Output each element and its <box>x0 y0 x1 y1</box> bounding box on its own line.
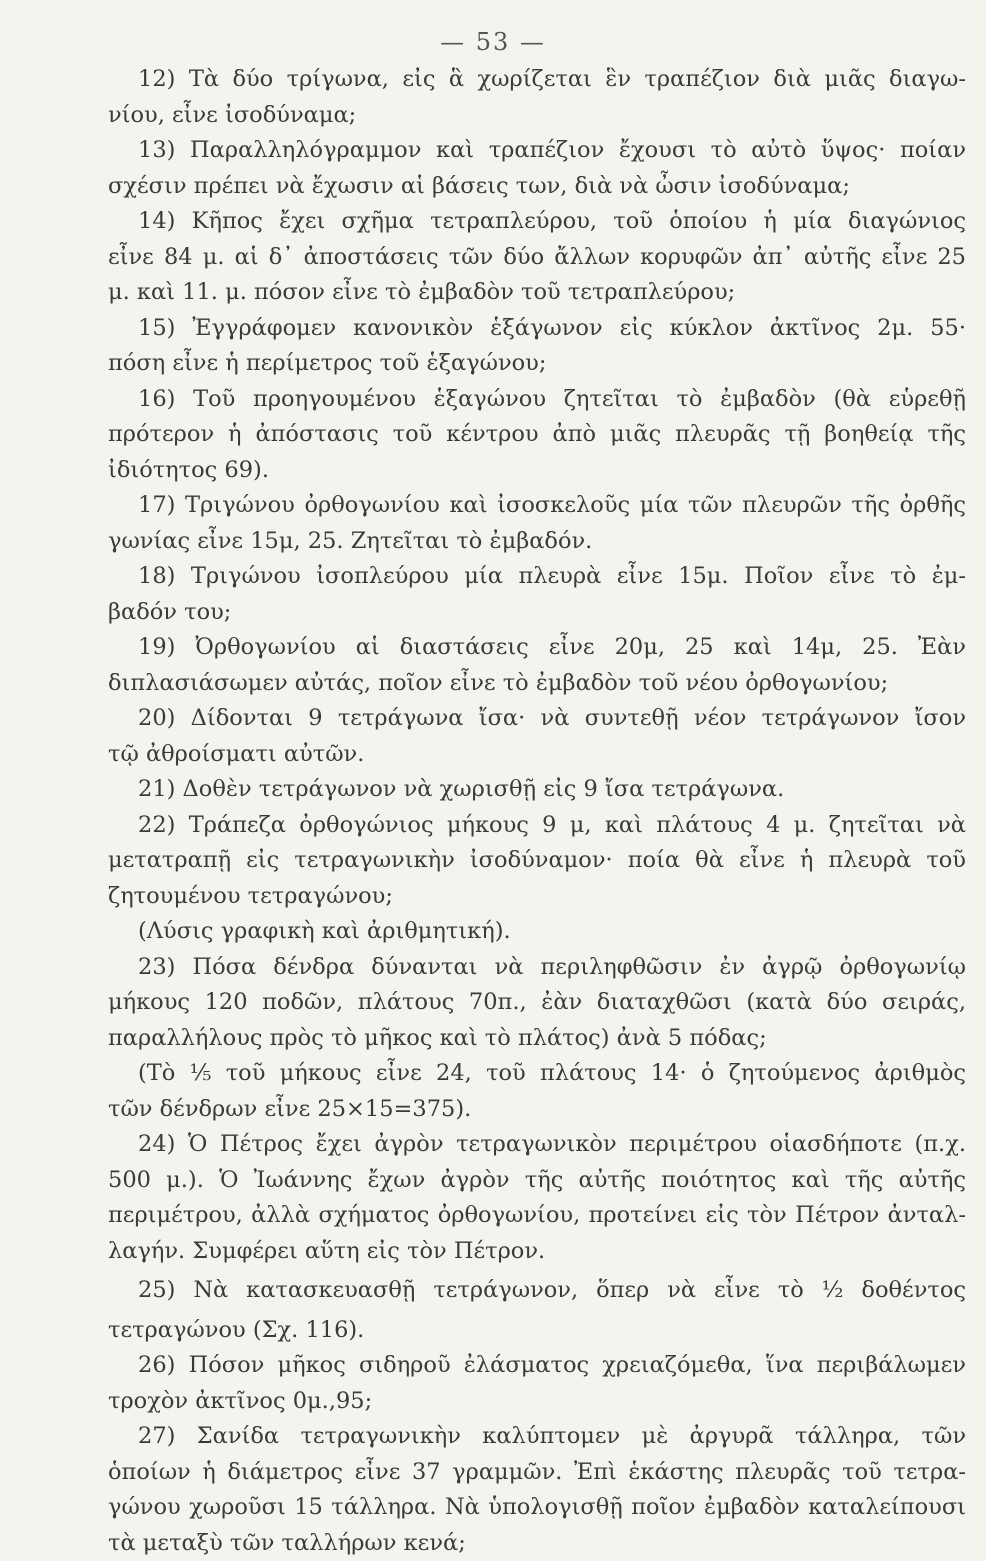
text-line: 14) Κῆπος ἔχει σχῆμα τετραπλεύρου, τοῦ ὁποίου ἡ μία διαγώνιος <box>108 204 966 240</box>
text-line: σχέσιν πρέπει νὰ ἔχωσιν αἱ βάσεις των, διὰ νὰ ὦσιν ἰσοδύναμα; <box>108 169 966 205</box>
text-line: ἰδιότητος 69). <box>108 453 966 489</box>
text-line: διπλασιάσωμεν αὐτάς, ποῖον εἶνε τὸ ἐμβαδὸν τοῦ νέου ὀρθογωνίου; <box>108 666 966 702</box>
text-line: ζητουμένου τετραγώνου; <box>108 879 966 915</box>
text-line: (Τὸ ⅕ τοῦ μήκους εἶνε 24, τοῦ πλάτους 14· ὁ ζητούμενος ἀριθμὸς <box>108 1056 966 1092</box>
text-line: 500 μ.). Ὁ Ἰωάννης ἔχων ἀγρὸν τῆς αὐτῆς ποιότητος καὶ τῆς αὐτῆς <box>108 1163 966 1199</box>
text-line: πόση εἶνε ἡ περίμετρος τοῦ ἑξαγώνου; <box>108 346 966 382</box>
text-line: 17) Τριγώνου ὀρθογωνίου καὶ ἰσοσκελοῦς μία τῶν πλευρῶν τῆς ὀρθῆς <box>108 488 966 524</box>
text-line: λαγήν. Συμφέρει αὕτη εἰς τὸν Πέτρον. <box>108 1234 966 1270</box>
text-line: πρότερον ἡ ἀπόστασις τοῦ κέντρου ἀπὸ μιᾶς πλευρᾶς τῇ βοηθείᾳ τῆς <box>108 417 966 453</box>
page-number: — 53 — <box>0 28 986 56</box>
text-line: 19) Ὀρθογωνίου αἱ διαστάσεις εἶνε 20μ, 25 καὶ 14μ, 25. Ἐὰν <box>108 630 966 666</box>
text-line: 25) Νὰ κατασκευασθῇ τετράγωνον, ὅπερ νὰ εἶνε τὸ ½ δοθέντος <box>108 1273 966 1309</box>
text-line: 18) Τριγώνου ἰσοπλεύρου μία πλευρὰ εἶνε 15μ. Ποῖον εἶνε τὸ ἐμ- <box>108 559 966 595</box>
text-line: γωνίας εἶνε 15μ, 25. Ζητεῖται τὸ ἐμβαδόν. <box>108 524 966 560</box>
text-line: 23) Πόσα δένδρα δύνανται νὰ περιληφθῶσιν ἐν ἀγρῷ ὀρθογωνίῳ <box>108 950 966 986</box>
text-line: εἶνε 84 μ. αἱ δ᾽ ἀποστάσεις τῶν δύο ἄλλων κορυφῶν ἀπ᾽ αὐτῆς εἶνε 25 <box>108 240 966 276</box>
text-line: μ. καὶ 11. μ. πόσον εἶνε τὸ ἐμβαδὸν τοῦ τετραπλεύρου; <box>108 275 966 311</box>
text-line: 26) Πόσον μῆκος σιδηροῦ ἐλάσματος χρειαζόμεθα, ἵνα περιβάλωμεν <box>108 1348 966 1384</box>
text-line: 15) Ἐγγράφομεν κανονικὸν ἑξάγωνον εἰς κύκλον ἀκτῖνος 2μ. 55· <box>108 311 966 347</box>
text-line: νίου, εἶνε ἰσοδύναμα; <box>108 98 966 134</box>
text-line: μήκους 120 ποδῶν, πλάτους 70π., ἐὰν διαταχθῶσι (κατὰ δύο σειράς, <box>108 985 966 1021</box>
text-line: μετατραπῇ εἰς τετραγωνικὴν ἰσοδύναμον· ποία θὰ εἶνε ἡ πλευρὰ τοῦ <box>108 843 966 879</box>
text-line: 22) Τράπεζα ὀρθογώνιος μήκους 9 μ, καὶ πλάτους 4 μ. ζητεῖται νὰ <box>108 808 966 844</box>
text-line: τετραγώνου (Σχ. 116). <box>108 1313 966 1349</box>
text-line: 16) Τοῦ προηγουμένου ἑξαγώνου ζητεῖται τὸ ἐμβαδὸν (θὰ εὑρεθῇ <box>108 382 966 418</box>
text-line: περιμέτρου, ἀλλὰ σχήματος ὀρθογωνίου, προτείνει εἰς τὸν Πέτρον ἀνταλ- <box>108 1198 966 1234</box>
text-line: 24) Ὁ Πέτρος ἔχει ἀγρὸν τετραγωνικὸν περιμέτρου οἱασδήποτε (π.χ. <box>108 1127 966 1163</box>
text-line: 12) Τὰ δύο τρίγωνα, εἰς ἃ χωρίζεται ἓν τραπέζιον διὰ μιᾶς διαγω- <box>108 62 966 98</box>
text-line: 20) Δίδονται 9 τετράγωνα ἴσα· νὰ συντεθῇ νέον τετράγωνον ἴσον <box>108 701 966 737</box>
text-line: τροχὸν ἀκτῖνος 0μ.,95; <box>108 1384 966 1420</box>
text-line: βαδόν του; <box>108 595 966 631</box>
text-line: τῶν δένδρων εἶνε 25×15=375). <box>108 1092 966 1128</box>
text-line: 13) Παραλληλόγραμμον καὶ τραπέζιον ἔχουσι τὸ αὐτὸ ὕψος· ποίαν <box>108 133 966 169</box>
text-line: τὰ μεταξὺ τῶν ταλλήρων κενά; <box>108 1526 966 1561</box>
text-body <box>108 62 966 1561</box>
text-line: τῷ ἀθροίσματι αὐτῶν. <box>108 737 966 773</box>
text-line: ὁποίων ἡ διάμετρος εἶνε 37 γραμμῶν. Ἐπὶ ἑκάστης πλευρᾶς τοῦ τετρα- <box>108 1455 966 1491</box>
text-line: παραλλήλους πρὸς τὸ μῆκος καὶ τὸ πλάτος) ἀνὰ 5 πόδας; <box>108 1021 966 1057</box>
text-line: γώνου χωροῦσι 15 τάλληρα. Νὰ ὑπολογισθῇ ποῖον ἐμβαδὸν καταλείπουσι <box>108 1490 966 1526</box>
text-line: 27) Σανίδα τετραγωνικὴν καλύπτομεν μὲ ἀργυρᾶ τάλληρα, τῶν <box>108 1419 966 1455</box>
text-line: (Λύσις γραφικὴ καὶ ἀριθμητική). <box>108 914 966 950</box>
text-line: 21) Δοθὲν τετράγωνον νὰ χωρισθῇ εἰς 9 ἴσα τετράγωνα. <box>108 772 966 808</box>
